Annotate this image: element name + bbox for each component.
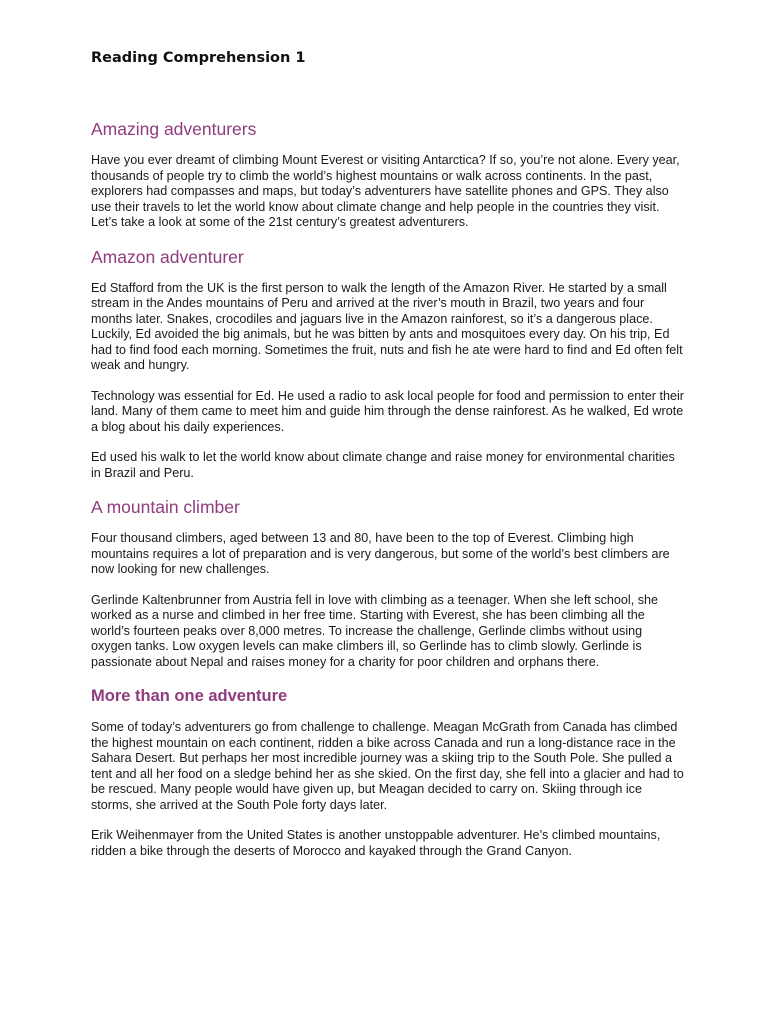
document-page	[91, 48, 685, 874]
section-heading: Amazon adventurer	[91, 246, 244, 267]
paragraph: Ed Stafford from the UK is the first person to walk the length of the Amazon River. He started by a small stream in the Andes mountains of Peru and arrived at the river’s mouth in Brazil, two years and four months later. Snakes, crocodiles and jaguars live in the Amazon rainforest, so it’s a dangerous place. Luckily, Ed avoided the big animals, but he was bitten by ants and mosquitoes every day. On his trip, Ed had to find food each morning. Sometimes the fruit, nuts and fish he ate were hard to find and Ed often felt weak and hungry.	[91, 280, 683, 372]
paragraph: Some of today’s adventurers go from challenge to challenge. Meagan McGrath from Canada has climbed the highest mountain on each continent, ridden a bike across Canada and run a long-distance race in the Sahara Desert. But perhaps her most incredible journey was a skiing trip to the South Pole. She pulled a tent and all her food on a sledge behind her as she skied. On the first day, she fell into a glacier and had to be rescued. Many people would have given up, but Meagan decided to carry on. Skiing through ice storms, she arrived at the South Pole forty days later.	[91, 720, 684, 812]
section-heading: A mountain climber	[91, 497, 240, 517]
section-amazing-adventurers	[91, 118, 685, 231]
paragraph: Have you ever dreamt of climbing Mount Everest or visiting Antarctica? If so, you’re not alone. Every year, thousands of people try to climb the world’s highest mountains or walk across continents. In the past, explorers had compasses and maps, but today’s adventurers have satellite phones and GPS. They also use their travels to let the world know about climate change and help people in the countries they visit. Let’s take a look at some of the 21st century’s greatest adventurers.	[91, 153, 680, 229]
document-title: Reading Comprehension 1	[91, 50, 306, 66]
section-amazon-adventurer	[91, 246, 685, 482]
paragraph: Technology was essential for Ed. He used a radio to ask local people for food and permission to enter their land. Many of them came to meet him and guide him through the dense rainforest. As he walked, Ed wrote a blog about his daily experiences.	[91, 388, 684, 434]
paragraph: Erik Weihenmayer from the United States is another unstoppable adventurer. He’s climbed mountains, ridden a bike through the deserts of Morocco and kayaked through the Grand Canyon.	[91, 828, 661, 858]
section-mountain-climber	[91, 496, 685, 670]
paragraph: Gerlinde Kaltenbrunner from Austria fell in love with climbing as a teenager. When she left school, she worked as a nurse and climbed in her free time. Starting with Everest, she has been climbing all the world’s fourteen peaks over 8,000 metres. To increase the challenge, Gerlinde climbs without using oxygen tanks. Low oxygen levels can make climbers ill, so Gerlinde has to climb slowly. Gerlinde is passionate about Nepal and raises money for a charity for poor children and orphans there.	[91, 592, 659, 669]
section-heading: Amazing adventurers	[91, 119, 257, 139]
section-more-than-one-adventure	[91, 685, 685, 859]
paragraph: Ed used his walk to let the world know about climate change and raise money for environmental charities in Brazil and Peru.	[91, 450, 675, 480]
section-heading: More than one adventure	[91, 687, 288, 705]
paragraph: Four thousand climbers, aged between 13 and 80, have been to the top of Everest. Climbing high mountains requires a lot of preparation and is very dangerous, but some of the world’s best climbers are now looking for new challenges.	[91, 531, 670, 576]
